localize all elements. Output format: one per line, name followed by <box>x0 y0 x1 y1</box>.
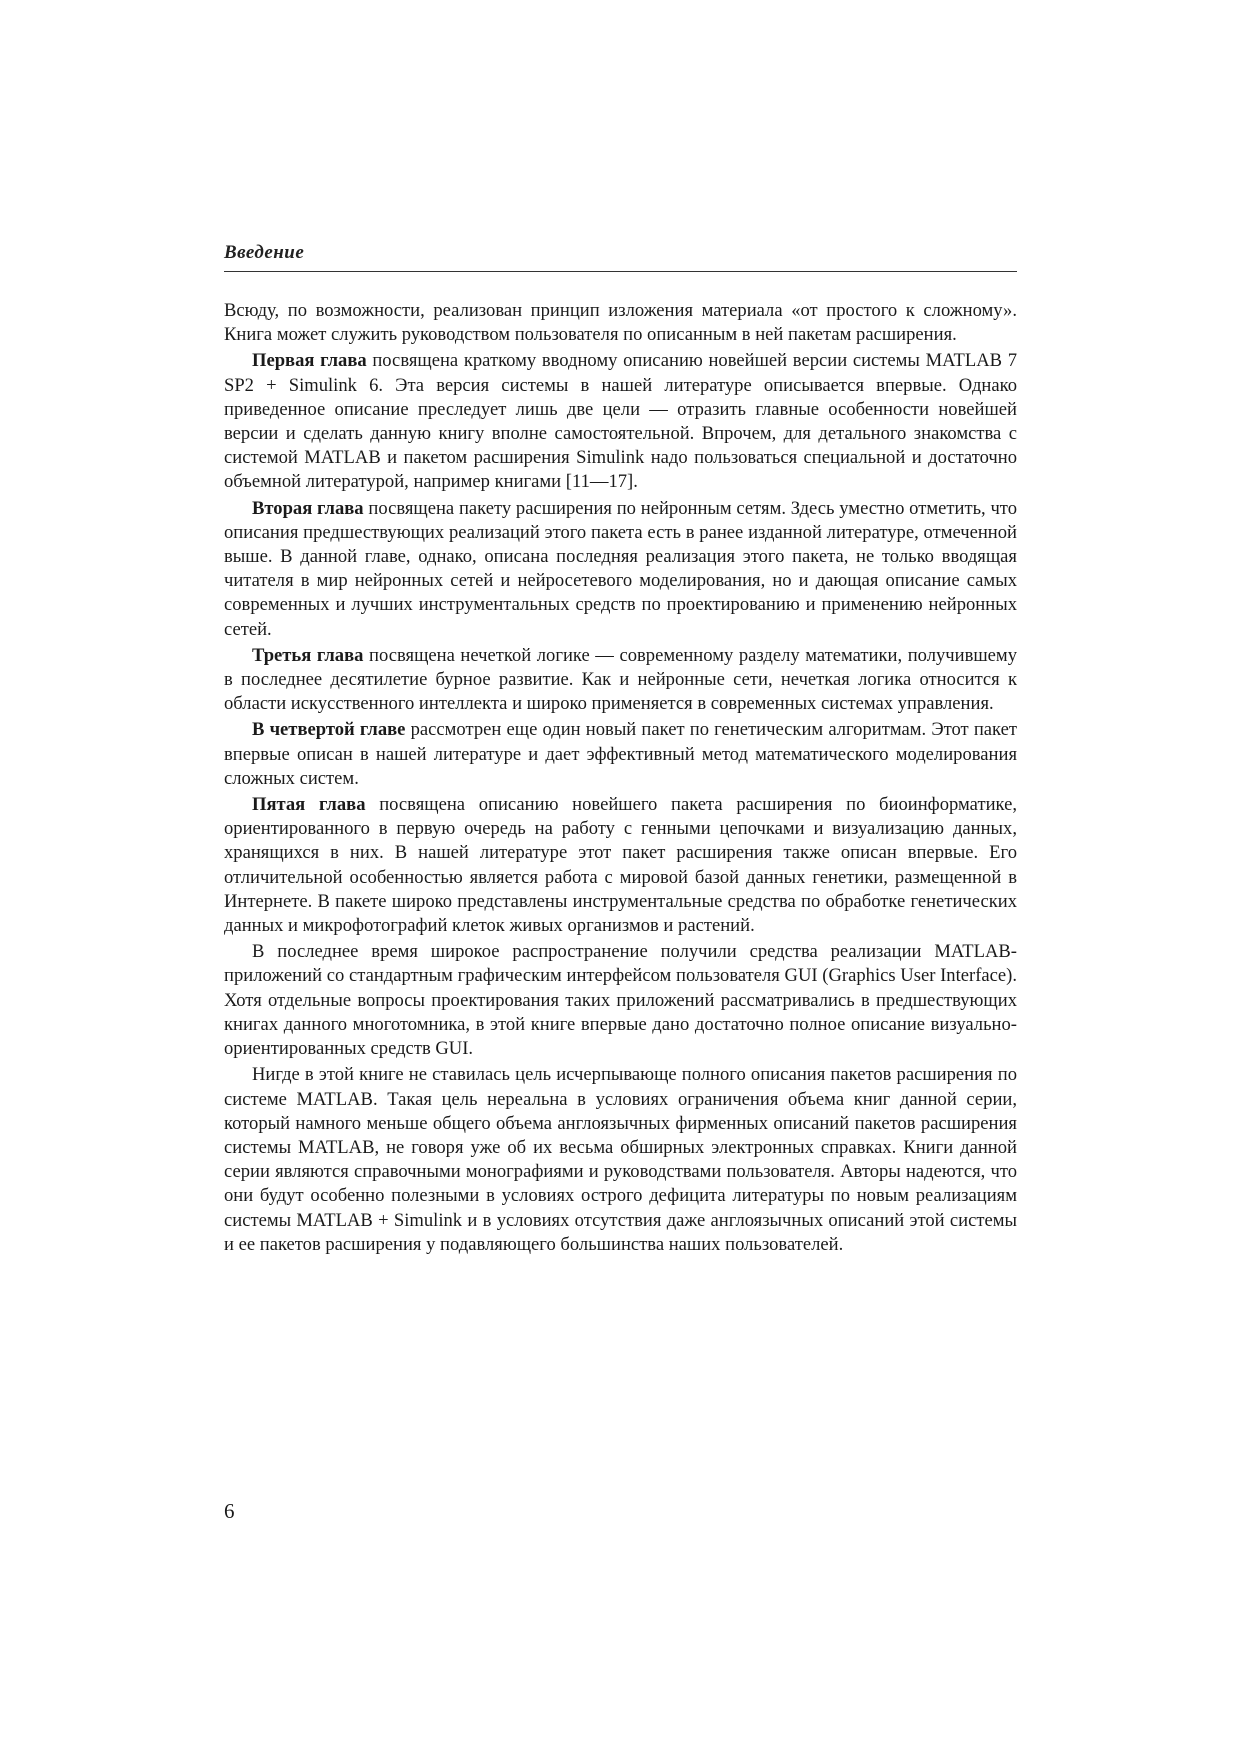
paragraph-lead: Вторая глава <box>252 497 364 519</box>
paragraph-text: Всюду, по возможности, реализован принцип изложения материала «от простого к сложному». Книга может служить руководством пользователя по описанным в ней пакетам расширения. <box>224 300 1017 346</box>
body-text <box>224 299 1017 1259</box>
header-rule <box>224 271 1017 272</box>
paragraph-chapter-4 <box>224 718 1017 791</box>
paragraph-text: посвящена краткому вводному описанию новейшей версии системы MATLAB 7 SP2 + Simulink 6. Эта версия системы в нашей литературе описывается впервые. Однако приведенное описание преследует лишь две цели — отразить главные особенности новейшей версии и сделать данную книгу вполне самостоятельной. Впрочем, для детального знакомства с системой MATLAB и пакетом расширения Simulink надо пользоваться специальной и достаточно объемной литературой, например книгами [11—17]. <box>224 350 1017 493</box>
paragraph-text: Нигде в этой книге не ставилась цель исчерпывающе полного описания пакетов расширения по системе MATLAB. Такая цель нереальна в условиях ограничения объема книг данной серии, который намного меньше общего объема англоязычных фирменных описаний пакетов расширения системы MATLAB, не говоря уже об их весьма обширных электронных справках. Книги данной серии являются справочными монографиями и руководствами пользователя. Авторы надеются, что они будут особенно полезными в условиях острого дефицита литературы по новым реализациям системы MATLAB + Simulink и в условиях отсутствия даже англоязычных описаний этой системы и ее пакетов расширения у подавляющего большинства наших пользователей. <box>224 1064 1017 1255</box>
paragraph-lead: Третья глава <box>252 644 364 666</box>
paragraph-closing <box>224 1063 1017 1257</box>
paragraph-chapter-2 <box>224 497 1017 642</box>
paragraph-text: посвящена нечеткой логике — современному разделу математики, получившему в последнее десятилетие бурное развитие. Как и нейронные сети, нечеткая логика относится к области искусственного интеллекта и широко применяется в современных системах управления. <box>224 644 1017 715</box>
paragraph-lead: Пятая глава <box>252 794 366 816</box>
page-number: 6 <box>224 1499 235 1523</box>
paragraph-chapter-1 <box>224 349 1017 494</box>
paragraph-intro <box>224 299 1017 347</box>
paragraph-chapter-3 <box>224 644 1017 717</box>
paragraph-text: посвящена пакету расширения по нейронным сетям. Здесь уместно отметить, что описания предшествующих реализаций этого пакета есть в ранее изданной литературе, отмеченной выше. В данной главе, однако, описана последняя реализация этого пакета, не только вводящая читателя в мир нейронных сетей и нейросетевого моделирования, но и дающая описание самых современных и лучших инструментальных средств по проектированию и применению нейронных сетей. <box>224 497 1017 640</box>
paragraph-text: посвящена описанию новейшего пакета расширения по биоинформатике, ориентированного в первую очередь на работу с генными цепочками и визуализацию данных, хранящихся в них. В нашей литературе этот пакет расширения также описан впервые. Его отличительной особенностью является работа с мировой базой данных генетики, размещенной в Интернете. В пакете широко представлены инструментальные средства по обработке генетических данных и микрофотографий клеток живых организмов и растений. <box>224 794 1017 937</box>
paragraph-lead: В четвертой главе <box>252 719 406 741</box>
paragraph-gui <box>224 940 1017 1061</box>
paragraph-text: рассмотрен еще один новый пакет по генетическим алгоритмам. Этот пакет впервые описан в нашей литературе и дает эффективный метод математического моделирования сложных систем. <box>224 719 1017 789</box>
paragraph-chapter-5 <box>224 793 1017 938</box>
paragraph-text: В последнее время широкое распространение получили средства реализации MATLAB-приложений со стандартным графическим интерфейсом пользователя GUI (Graphics User Interface). Хотя отдельные вопросы проектирования таких приложений рассматривались в предшествующих книгах данного многотомника, в этой книге впервые дано достаточно полное описание визуально-ориентированных средств GUI. <box>224 941 1017 1060</box>
running-title: Введение <box>224 242 305 263</box>
paragraph-lead: Первая глава <box>252 350 367 372</box>
